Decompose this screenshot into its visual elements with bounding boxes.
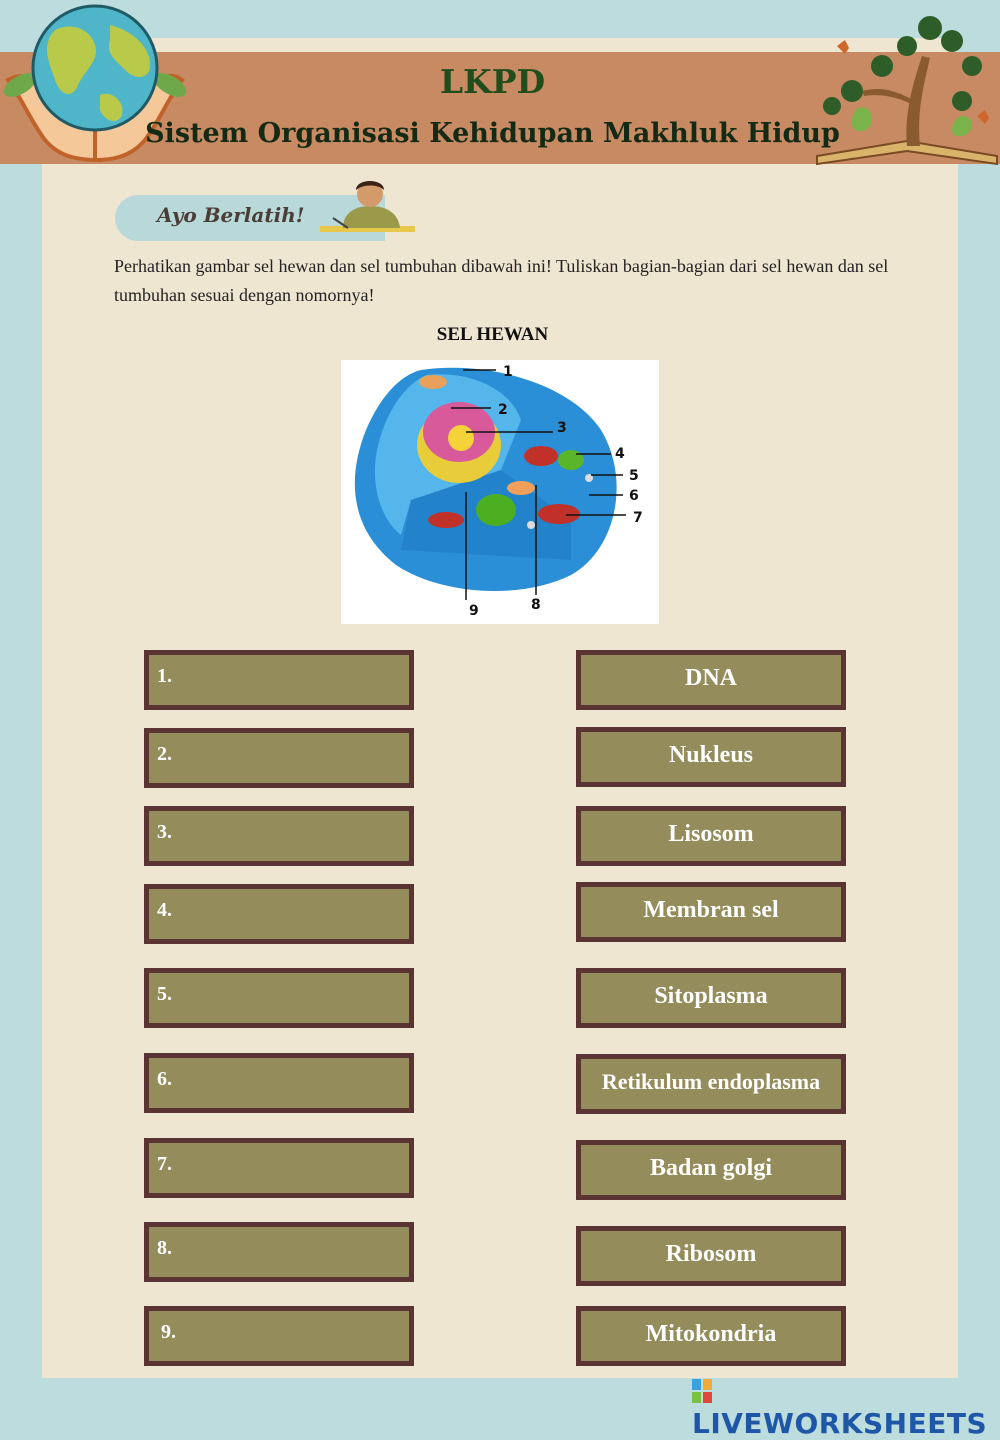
answer-slot-number: 8. [157, 1237, 172, 1259]
option-label: Membran sel [643, 897, 779, 923]
answer-drop-zone-9[interactable] [144, 1306, 414, 1366]
diagram-label-9: 9 [469, 603, 479, 619]
option-tile-mitokondria[interactable] [576, 1306, 846, 1366]
logo-text: LIVEWORKSHEETS [692, 1407, 988, 1440]
option-tile-membran-sel[interactable] [576, 882, 846, 942]
answer-slot-number: 4. [157, 899, 172, 921]
answer-slot-number: 3. [157, 821, 172, 843]
diagram-label-4: 4 [615, 446, 625, 462]
answer-slot-number: 1. [157, 665, 172, 687]
animal-cell-diagram [341, 360, 659, 624]
option-label: Ribosom [665, 1241, 757, 1267]
option-label: Nukleus [668, 742, 754, 768]
option-tile-dna[interactable] [576, 650, 846, 710]
answer-slot-number: 2. [157, 743, 172, 765]
diagram-label-3: 3 [557, 420, 567, 436]
option-tile-lisosom[interactable] [576, 806, 846, 866]
instructions-text: Perhatikan gambar sel hewan dan sel tumbuhan dibawah ini! Tuliskan bagian-bagian dari sel hewan dan sel tumbuhan sesuai dengan nomornya! [114, 256, 889, 305]
option-tile-sitoplasma[interactable] [576, 968, 846, 1028]
option-label: DNA [685, 665, 737, 691]
diagram-label-8: 8 [531, 597, 541, 613]
option-label: Retikulum endoplasma [601, 1069, 821, 1094]
answer-slot-number: 5. [157, 983, 172, 1005]
diagram-label-5: 5 [629, 468, 639, 484]
diagram-label-7: 7 [633, 510, 643, 526]
exercise-label: Ayo Berlatih! [157, 203, 305, 227]
liveworksheets-logo [692, 1374, 1000, 1440]
diagram-heading: SEL HEWAN [436, 324, 549, 345]
answer-slot-number: 9. [161, 1321, 176, 1343]
option-label: Lisosom [668, 821, 754, 847]
tree-on-book-illustration [812, 6, 1000, 166]
answer-drop-zone-8[interactable] [144, 1222, 414, 1282]
answer-drop-zone-2[interactable] [144, 728, 414, 788]
diagram-label-2: 2 [498, 402, 508, 418]
option-tile-nukleus[interactable] [576, 727, 846, 787]
answer-drop-zone-4[interactable] [144, 884, 414, 944]
option-label: Sitoplasma [654, 983, 768, 1009]
option-label: Mitokondria [645, 1321, 777, 1347]
answer-slot-number: 7. [157, 1153, 172, 1175]
page-subtitle: Sistem Organisasi Kehidupan Makhluk Hidup [145, 118, 840, 149]
liveworksheets-logo-icon [692, 1379, 712, 1403]
option-tile-retikulum-endoplasma[interactable] [576, 1054, 846, 1114]
answer-drop-zone-3[interactable] [144, 806, 414, 866]
diagram-label-1: 1 [503, 364, 513, 380]
option-tile-badan-golgi[interactable] [576, 1140, 846, 1200]
answer-slot-number: 6. [157, 1068, 172, 1090]
answer-drop-zone-5[interactable] [144, 968, 414, 1028]
answer-drop-zone-1[interactable] [144, 650, 414, 710]
diagram-label-6: 6 [629, 488, 639, 504]
option-label: Badan golgi [649, 1155, 773, 1181]
page-title: LKPD [439, 62, 546, 101]
option-tile-ribosom[interactable] [576, 1226, 846, 1286]
student-writing-icon [318, 176, 418, 240]
answer-drop-zone-6[interactable] [144, 1053, 414, 1113]
answer-drop-zone-7[interactable] [144, 1138, 414, 1198]
